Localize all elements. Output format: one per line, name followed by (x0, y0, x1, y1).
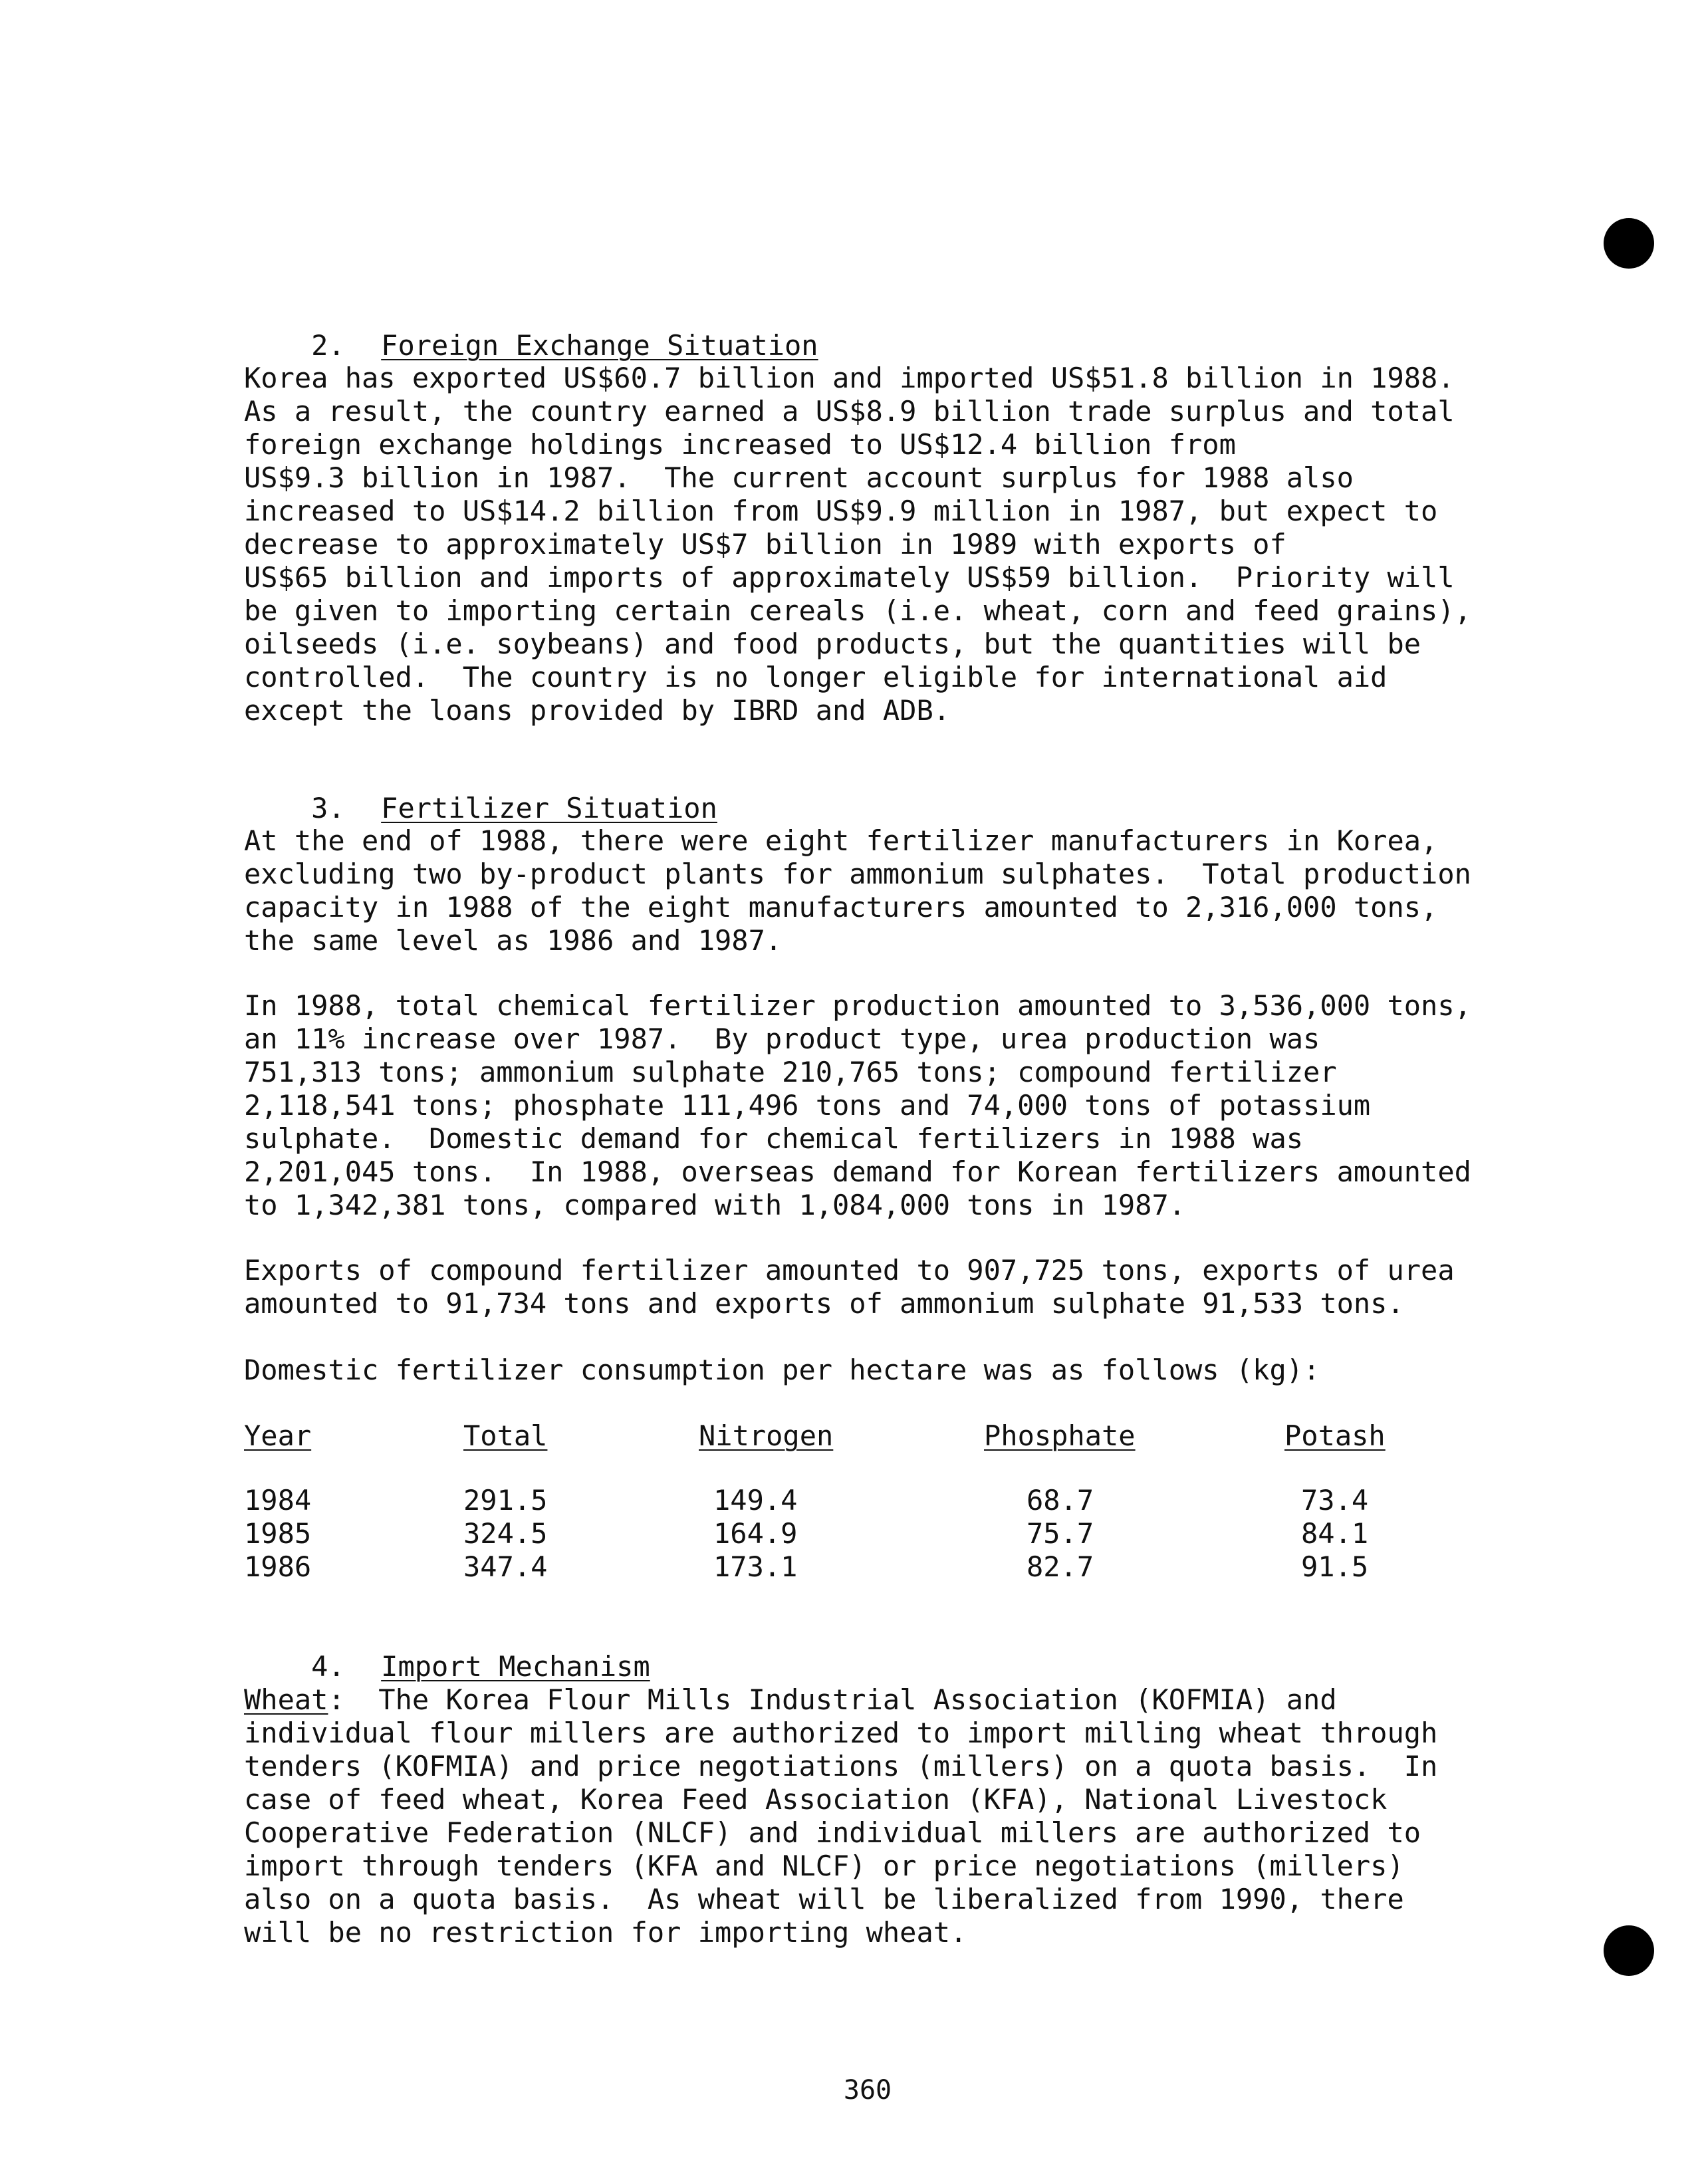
text-line: 2,201,045 tons. In 1988, overseas demand for Korean fertilizers amounted (244, 1155, 1471, 1188)
section-title: Import Mechanism (381, 1650, 650, 1683)
text-line: the same level as 1986 and 1987. (244, 924, 783, 957)
text-line: 2,118,541 tons; phosphate 111,496 tons and 74,000 tons of potassium (244, 1089, 1371, 1122)
fertilizer-paragraph-3 (244, 1254, 1507, 1320)
table-cell-phosphate: 68.7 (1027, 1484, 1094, 1517)
fertilizer-consumption-table (244, 1419, 1441, 1584)
text-line: Cooperative Federation (NLCF) and individual millers are authorized to (244, 1816, 1421, 1849)
foreign-exchange-paragraph (244, 362, 1507, 727)
table-row (244, 1517, 1441, 1550)
table-cell-nitrogen: 164.9 (713, 1517, 798, 1550)
text-line: oilseeds (i.e. soybeans) and food products, but the quantities will be (244, 628, 1421, 660)
text-line: excluding two by-product plants for ammonium sulphates. Total production (244, 858, 1471, 890)
section-title: Foreign Exchange Situation (381, 329, 818, 362)
text-line: an 11% increase over 1987. By product type, urea production was (244, 1023, 1320, 1055)
table-cell-year: 1986 (244, 1550, 312, 1583)
text-line: At the end of 1988, there were eight fertilizer manufacturers in Korea, (244, 824, 1438, 857)
table-header-row (244, 1419, 1441, 1453)
table-cell-total: 324.5 (463, 1517, 548, 1550)
text-line: will be no restriction for importing wheat. (244, 1916, 967, 1949)
table-row (244, 1550, 1441, 1584)
column-header-year: Year (244, 1419, 312, 1452)
section-number: 3. (311, 792, 345, 824)
table-row (244, 1484, 1441, 1517)
text-line: also on a quota basis. As wheat will be liberalized from 1990, there (244, 1883, 1404, 1915)
section-number: 2. (311, 329, 345, 362)
text-line: individual flour millers are authorized to import milling wheat through (244, 1717, 1438, 1749)
text-line: controlled. The country is no longer eligible for international aid (244, 661, 1388, 693)
column-header-total: Total (463, 1419, 548, 1452)
table-cell-year: 1984 (244, 1484, 312, 1517)
text-fragment: : The Korea Flour Mills Industrial Association (KOFMIA) and (328, 1683, 1337, 1716)
text-line: As a result, the country earned a US$8.9 billion trade surplus and total (244, 395, 1455, 427)
section-title: Fertilizer Situation (381, 792, 717, 824)
text-line: Exports of compound fertilizer amounted to 907,725 tons, exports of urea (244, 1254, 1455, 1286)
text-line: foreign exchange holdings increased to US$12.4 billion from (244, 428, 1236, 461)
table-cell-potash: 84.1 (1301, 1517, 1369, 1550)
table-cell-nitrogen: 149.4 (713, 1484, 798, 1517)
punch-hole-bottom (1604, 1925, 1654, 1976)
table-cell-nitrogen: 173.1 (713, 1550, 798, 1583)
wheat-label: Wheat (244, 1683, 328, 1716)
text-line: decrease to approximately US$7 billion in 1989 with exports of (244, 528, 1286, 560)
text-line: to 1,342,381 tons, compared with 1,084,000 tons in 1987. (244, 1189, 1186, 1221)
text-line: be given to importing certain cereals (i.e. wheat, corn and feed grains), (244, 594, 1471, 627)
column-header-nitrogen: Nitrogen (699, 1419, 834, 1452)
text-line (244, 1683, 1507, 1717)
text-line: amounted to 91,734 tons and exports of ammonium sulphate 91,533 tons. (244, 1287, 1404, 1320)
table-cell-potash: 73.4 (1301, 1484, 1369, 1517)
table-cell-total: 291.5 (463, 1484, 548, 1517)
import-mechanism-paragraph (244, 1683, 1507, 1949)
text-line: Korea has exported US$60.7 billion and imported US$51.8 billion in 1988. (244, 362, 1455, 394)
page-number: 360 (843, 2075, 892, 2106)
table-cell-phosphate: 75.7 (1027, 1517, 1094, 1550)
text-line: except the loans provided by IBRD and ADB. (244, 694, 951, 727)
text-line: 751,313 tons; ammonium sulphate 210,765 tons; compound fertilizer (244, 1056, 1337, 1088)
text-line: US$9.3 billion in 1987. The current account surplus for 1988 also (244, 461, 1354, 494)
table-cell-year: 1985 (244, 1517, 312, 1550)
table-cell-total: 347.4 (463, 1550, 548, 1583)
fertilizer-paragraph-2 (244, 989, 1507, 1222)
text-line: sulphate. Domestic demand for chemical fertilizers in 1988 was (244, 1122, 1304, 1155)
table-cell-potash: 91.5 (1301, 1550, 1369, 1583)
text-line: Domestic fertilizer consumption per hectare was as follows (kg): (244, 1354, 1320, 1386)
fertilizer-paragraph-4 (244, 1354, 1507, 1387)
punch-hole-top (1604, 218, 1654, 269)
text-line: tenders (KOFMIA) and price negotiations (millers) on a quota basis. In (244, 1750, 1438, 1782)
text-line: In 1988, total chemical fertilizer production amounted to 3,536,000 tons, (244, 989, 1471, 1022)
text-line: US$65 billion and imports of approximately US$59 billion. Priority will (244, 561, 1455, 594)
column-header-phosphate: Phosphate (984, 1419, 1136, 1452)
section-number: 4. (311, 1650, 345, 1683)
text-line: import through tenders (KFA and NLCF) or price negotiations (millers) (244, 1850, 1404, 1882)
text-line: increased to US$14.2 billion from US$9.9 million in 1987, but expect to (244, 495, 1438, 527)
text-line: capacity in 1988 of the eight manufacturers amounted to 2,316,000 tons, (244, 891, 1438, 923)
fertilizer-paragraph-1 (244, 824, 1507, 957)
table-cell-phosphate: 82.7 (1027, 1550, 1094, 1583)
column-header-potash: Potash (1284, 1419, 1386, 1452)
text-line: case of feed wheat, Korea Feed Association (KFA), National Livestock (244, 1783, 1388, 1816)
